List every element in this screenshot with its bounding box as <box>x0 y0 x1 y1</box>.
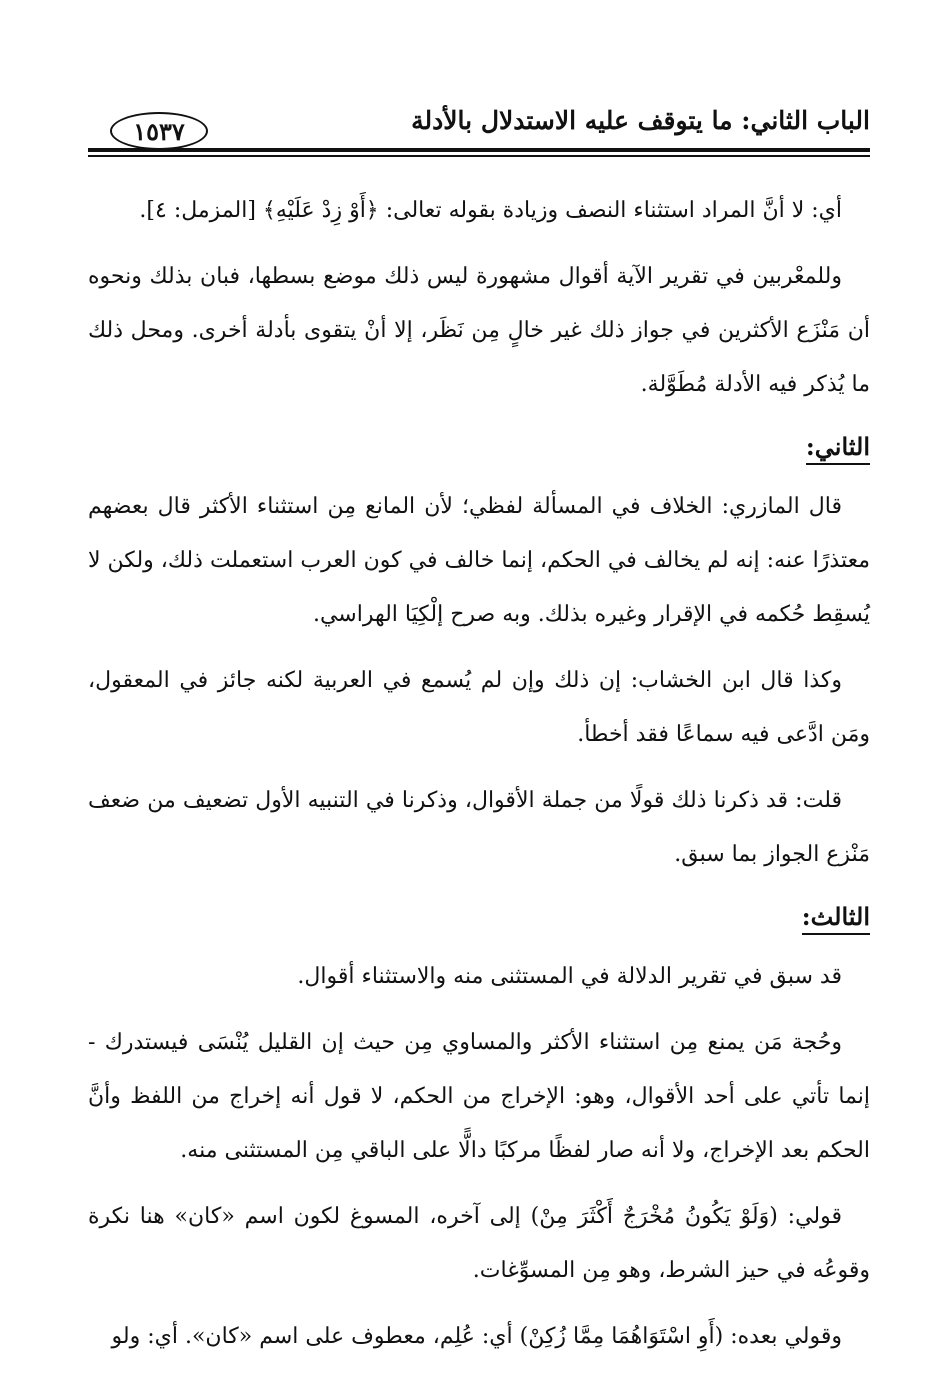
page-body <box>88 184 870 1376</box>
section-heading-second-text: الثاني: <box>806 432 870 465</box>
document-page <box>88 92 870 1352</box>
section-heading-third-text: الثالث: <box>802 902 870 935</box>
paragraph-6: قد سبق في تقرير الدلالة في المستثنى منه والاستثناء أقوال. <box>297 964 842 989</box>
paragraph-4: وكذا قال ابن الخشاب: إن ذلك وإن لم يُسمع في العربية لكنه جائز في المعقول، ومَن ادَّعى فيه سماعًا فقد أخطأ. <box>88 668 870 747</box>
paragraph-5: قلت: قد ذكرنا ذلك قولًا من جملة الأقوال، وذكرنا في التنبيه الأول تضعيف من ضعف مَنْزع الجواز بما سبق. <box>88 788 870 867</box>
page-header <box>88 92 870 144</box>
paragraph-7: وحُجة مَن يمنع مِن استثناء الأكثر والمساوي مِن حيث إن القليل يُنْسَى فيستدرك - إنما تأتي على أحد الأقوال، وهو: الإخراج من الحكم، لا قول أنه إخراج من اللفظ وأنَّ الحكم بعد الإخراج، ولا أنه صار لفظًا مركبًا دالًّا على الباقي مِن المستثنى منه. <box>88 1030 870 1163</box>
paragraph-8: قولي: (وَلَوْ يَكُونُ مُخْرَجٌ أَكْثَرَ مِنْ) إلى آخره، المسوغ لكون اسم «كان» هنا نكرة وقوعُه في حيز الشرط، وهو مِن المسوِّغات. <box>88 1204 870 1283</box>
page-number: ١٥٣٧ <box>110 112 208 150</box>
paragraph-2: وللمعْربين في تقرير الآية أقوال مشهورة ليس ذلك موضع بسطها، فبان بذلك ونحوه أن مَنْزَع الأكثرين في جواز ذلك غير خالٍ مِن نَظَر، إلا أنْ يتقوى بأدلة أخرى. ومحل ذلك ما يُذكر فيه الأدلة مُطَوَّلة. <box>88 264 870 397</box>
paragraph-1: أي: لا أنَّ المراد استثناء النصف وزيادة بقوله تعالى: ﴿أَوْ زِدْ عَلَيْهِ﴾ [المزمل: ٤]. <box>139 198 842 223</box>
running-title: الباب الثاني: ما يتوقف عليه الاستدلال بالأدلة <box>411 106 870 135</box>
header-rule-thin <box>88 155 870 157</box>
section-heading-second <box>88 424 870 470</box>
header-rule-thick <box>88 148 870 152</box>
section-heading-third <box>88 894 870 940</box>
paragraph-9: وقولي بعده: (أَوِ اسْتَوَاهُمَا مِمَّا زُكِنْ) أي: عُلِم، معطوف على اسم «كان». أي: ولو <box>111 1324 842 1349</box>
paragraph-3: قال المازري: الخلاف في المسألة لفظي؛ لأن المانع مِن استثناء الأكثر قال بعضهم معتذرًا عنه: إنه لم يخالف في الحكم، إنما خالف في كون العرب استعملت ذلك، ولكن لا يُسقِط حُكمه في الإقرار وغيره بذلك. وبه صرح إلْكِيَا الهراسي. <box>88 494 870 627</box>
